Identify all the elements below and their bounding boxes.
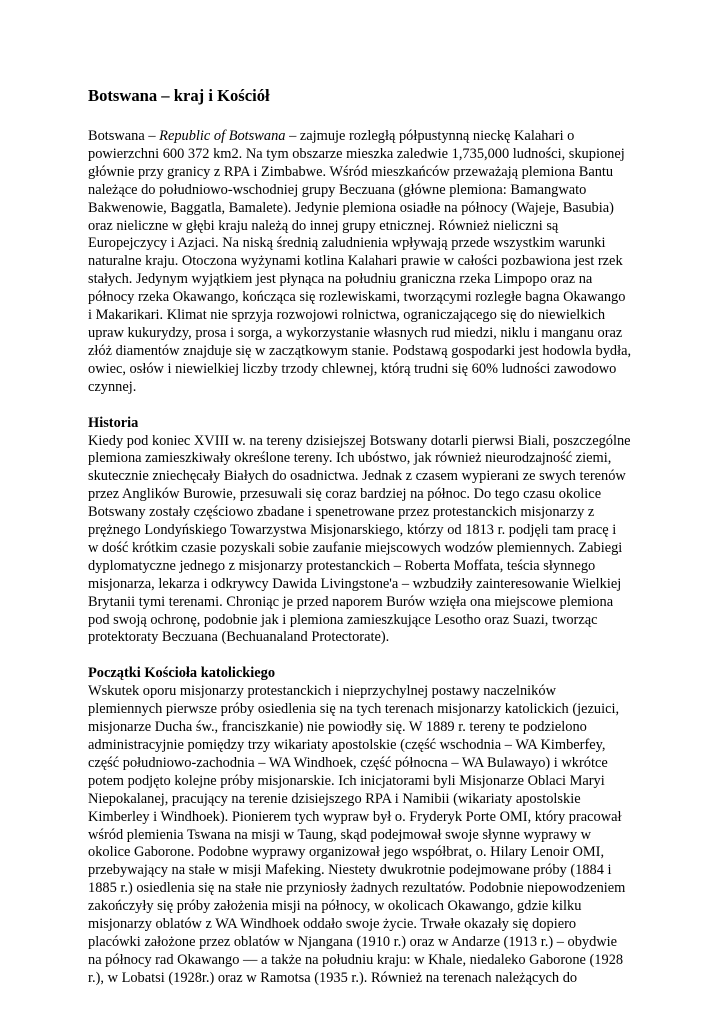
intro-lead: Botswana – (88, 128, 160, 144)
section-text-historia: Kiedy pod koniec XVIII w. na tereny dzisiejszej Botswany dotarli pierwsi Biali, poszczególne plemiona zamieszkiwały określone tereny. Ich ubóstwo, jak również nieurodzajność ziemi, skutecznie zniechęcały Białych do osadnictwa. Jednak z czasem wypierani ze swych terenów przez Anglików Burowie, przesuwali się coraz bardziej na północ. Do tego czasu okolice Botswany zostały częściowo zbadane i spenetrowane przez protestanckich misjonarzy z prężnego Londyńskiego Towarzystwa Misjonarskiego, którzy od 1813 r. podjęli tam pracę i w dość krótkim czasie pozyskali sobie zaufanie miejscowych wodzów plemiennych. Zabiegi dyplomatyczne jednego z misjonarzy protestanckich – Roberta Moffata, teścia słynnego misjonarza, lekarza i odkrywcy Dawida Livingstone'a – wzbudziły zainteresowanie Wielkiej Brytanii tymi terenami. Chroniąc je przed naporem Burów wzięła ona miejscowe plemiona pod swoją ochronę, podobnie jak i plemiona zamieszkujące Lesotho oraz Suazi, tworząc protektoraty Beczuana (Bechuanaland Protectorate). (88, 432, 631, 646)
document-page (88, 86, 640, 988)
intro-paragraph (88, 128, 640, 397)
section-text-poczatki: Wskutek oporu misjonarzy protestanckich i nieprzychylnej postawy naczelników plemiennych pierwsze próby osiedlenia się na tych terenach misjonarzy katolickich (jezuici, misjonarze Ducha św., franciszkanie) nie powiodły się. W 1889 r. tereny te podzielono administracyjnie pomiędzy trzy wikariaty apostolskie (część wschodnia – WA Kimberfey, część południowo-zachodnia – WA Windhoek, część północna – WA Bulawayo) i wkrótce potem podjęto kolejne próby misjonarskie. Ich inicjatorami byli Misjonarze Oblaci Maryi Niepokalanej, pracujący na terenie dzisiejszego RPA i Namibii (wikariaty apostolskie Kimberley i Windhoek). Pionierem tych wypraw był o. Fryderyk Porte OMI, który pracował wśród plemienia Tswana na misji w Taung, skąd podejmował swoje słynne wyprawy w okolice Gaborone. Podobne wyprawy organizował jego współbrat, o. Hilary Lenoir OMI, przebywający na stałe w misji Mafeking. Niestety dwukrotnie podejmowane próby (1884 i 1885 r.) osiedlenia się na stałe nie przyniosły żadnych rezultatów. Podobnie niepowodzeniem zakończyły się próby założenia misji na północy, w okolicach Okawango, gdzie kilku misjonarzy oblatów z WA Windhoek oddało swoje życie. Trwałe okazały się dopiero placówki założone przez oblatów w Njangana (1910 r.) oraz w Andarze (1913 r.) – obydwie na północy rad Okawango — a także na południu kraju: w Khale, niedaleko Gaborone (1928 r.), w Lobatsi (1928r.) oraz w Ramotsa (1935 r.). Również na terenach należących do (88, 683, 626, 986)
intro-text: – zajmuje rozległą półpustynną nieckę Kalahari o powierzchni 600 372 km2. Na tym obszarze mieszka zaledwie 1,735,000 ludności, skupionej głównie przy granicy z RPA i Zimbabwe. Wśród mieszkańców przeważają plemiona Bantu należące do południowo-wschodniej grupy Beczuana (główne plemiona: Bamangwato Bakwenowie, Baggatla, Bamalete). Jedynie plemiona osiadłe na północy (Wajeje, Basubia) oraz nieliczne w głębi kraju należą do innej grupy etnicznej. Również nieliczni są Europejczycy i Azjaci. Na niską średnią zaludnienia wpływają przede wszystkim warunki naturalne kraju. Otoczona wyżynami kotlina Kalahari prawie w całości pozbawiona jest rzek stałych. Jedynym wyjątkiem jest płynąca na południu graniczna rzeka Limpopo oraz na północy rzeka Okawango, kończąca się rozlewiskami, tworzącymi rozległe bagna Okawango i Makarikari. Klimat nie sprzyja rozwojowi rolnictwa, ograniczającego się do niewielkich upraw kukurydzy, prosa i sorga, a wykorzystanie własnych rud miedzi, niklu i manganu oraz złóż diamentów znajduje się w zaczątkowym stanie. Podstawą gospodarki jest hodowla bydła, owiec, osłów i niewielkiej liczby trzody chlewnej, którą trudni się 60% ludności zawodowo czynnej. (88, 128, 632, 395)
intro-italic-name: Republic of Botswana (159, 128, 286, 144)
section-heading-historia: Historia (88, 414, 139, 431)
document-title: Botswana – kraj i Kościół (88, 86, 270, 105)
section-heading-poczatki: Początki Kościoła katolickiego (88, 665, 276, 682)
paragraph-gap (88, 647, 640, 665)
paragraph-gap (88, 397, 640, 415)
